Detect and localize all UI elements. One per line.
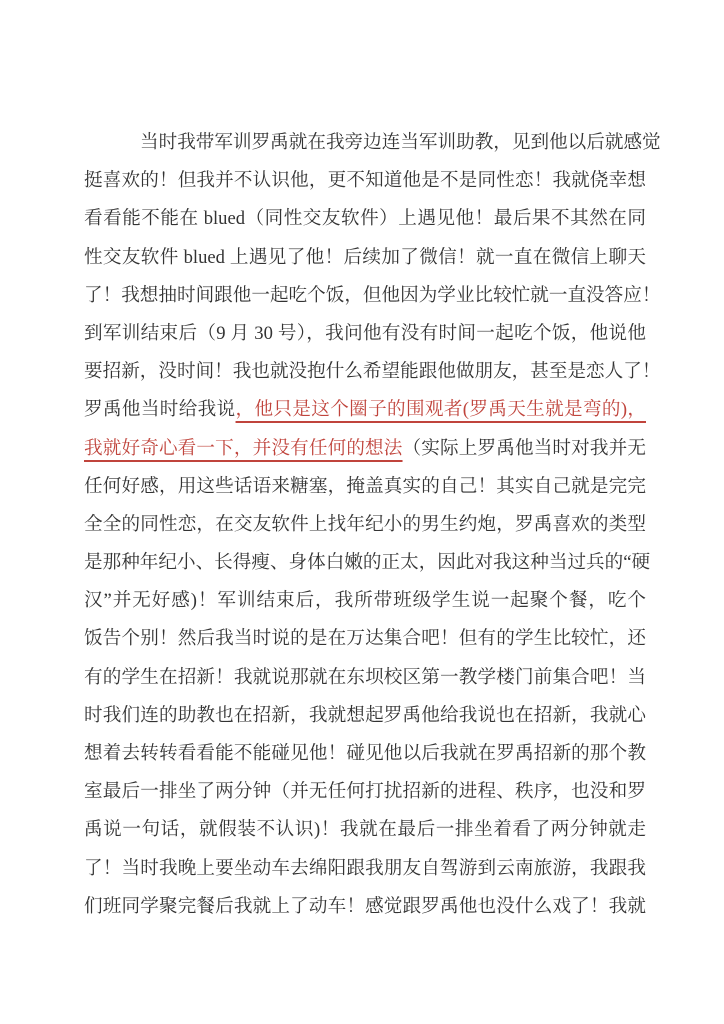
red-underlined-text: 我就好奇心看一下，并没有任何的想法	[84, 437, 403, 459]
text-line	[84, 468, 646, 506]
text-line	[84, 773, 646, 811]
text-line	[84, 430, 646, 468]
text-line	[84, 544, 651, 582]
body-text: 看看能不能在 blued（同性交友软件）上遇见他！最后果不其然在同	[84, 208, 646, 230]
body-text: 了！当时我晚上要坐动车去绵阳跟我朋友自驾游到云南旅游，我跟我	[84, 857, 646, 879]
text-line	[84, 888, 646, 926]
body-text: 室最后一排坐了两分钟（并无任何打扰招新的进程、秩序，也没和罗	[84, 781, 646, 803]
body-text: 是那种年纪小、长得瘦、身体白嫩的正太，因此对我这种当过兵的“硬	[84, 552, 651, 574]
text-line	[84, 735, 646, 773]
text-line	[84, 162, 646, 200]
document-text	[84, 124, 661, 926]
text-line	[84, 124, 661, 162]
text-line	[84, 239, 646, 277]
body-text: 罗禹他当时给我说	[84, 399, 236, 421]
text-line	[84, 353, 661, 391]
body-text: 有的学生在招新！我就说那就在东坝校区第一教学楼门前集合吧！当	[84, 666, 646, 688]
body-text: 到军训结束后（9 月 30 号），我问他有没有时间一起吃个饭，他说他	[84, 322, 646, 344]
text-line	[84, 659, 646, 697]
text-line	[84, 850, 646, 888]
text-line	[84, 697, 646, 735]
body-text: 要招新，没时间！我也就没抱什么希望能跟他做朋友，甚至是恋人了！	[84, 361, 661, 383]
text-line	[84, 315, 646, 353]
text-line	[84, 391, 646, 429]
text-line	[84, 582, 646, 620]
text-line	[84, 811, 646, 849]
body-text: 任何好感，用这些话语来糖塞，掩盖真实的自己！其实自己就是完完	[84, 475, 646, 497]
body-text: 性交友软件 blued 上遇见了他！后续加了微信！就一直在微信上聊天	[84, 246, 646, 268]
red-underlined-text: ，他只是这个圈子的围观者(罗禹天生就是弯的)，	[235, 399, 646, 421]
text-line	[84, 506, 646, 544]
body-text: 当时我带军训罗禹就在我旁边连当军训助教，见到他以后就感觉	[140, 132, 661, 153]
body-text: 饭告个别！然后我当时说的是在万达集合吧！但有的学生比较忙，还	[84, 628, 646, 650]
body-text: 全全的同性恋，在交友软件上找年纪小的男生约炮，罗禹喜欢的类型	[84, 513, 646, 535]
text-line	[84, 620, 646, 658]
body-text: 时我们连的助教也在招新，我就想起罗禹他给我说也在招新，我就心	[84, 704, 646, 726]
body-text: 们班同学聚完餐后我就上了动车！感觉跟罗禹他也没什么戏了！我就	[84, 895, 646, 917]
text-line	[84, 277, 661, 315]
body-text: 汉”并无好感)！军训结束后，我所带班级学生说一起聚个餐，吃个	[84, 590, 646, 612]
body-text: （实际上罗禹他当时对我并无	[402, 437, 646, 459]
body-text: 想着去转转看看能不能碰见他！碰见他以后我就在罗禹招新的那个教	[84, 743, 646, 764]
body-text: 了！我想抽时间跟他一起吃个饭，但他因为学业比较忙就一直没答应！	[84, 284, 661, 306]
body-text: 禹说一句话，就假装不认识)！我就在最后一排坐着看了两分钟就走	[84, 819, 646, 841]
text-line	[84, 200, 646, 238]
body-text: 挺喜欢的！但我并不认识他，更不知道他是不是同性恋！我就侥幸想	[84, 170, 646, 192]
